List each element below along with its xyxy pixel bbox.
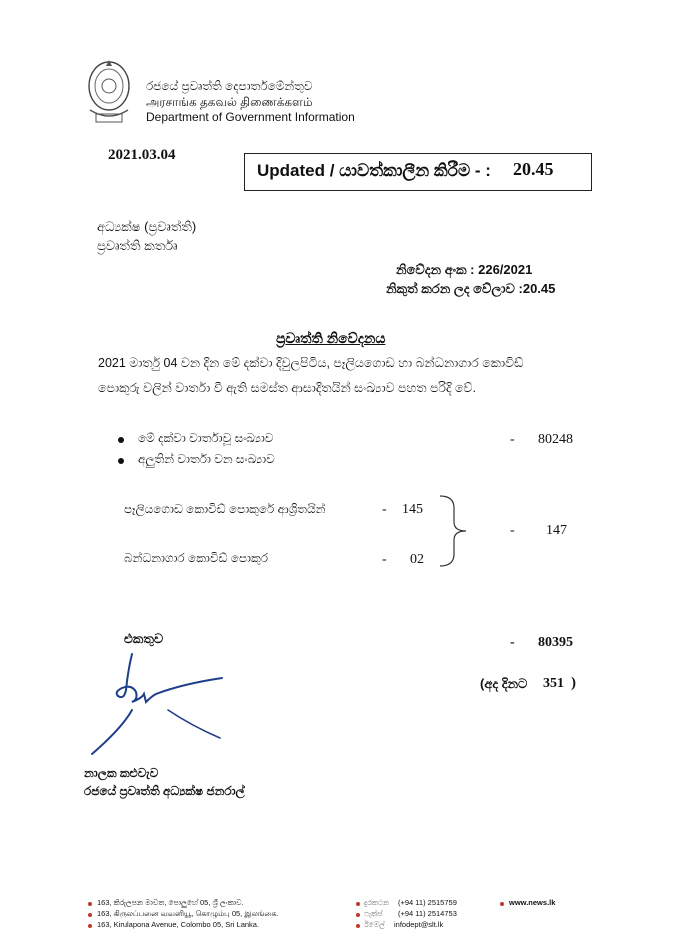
today-close: ): [571, 675, 576, 691]
new-total-value: 147: [546, 523, 567, 538]
footer-address-sinhala: 163, කිරුලපන මාවත, පොලුහේ 05, ශ්‍රී ලංකාව.: [97, 898, 244, 907]
new-total-dash: -: [510, 523, 515, 538]
intro-line-2: පොකුරු වලින් වාර්තා වී ඇති සමස්ත ආසාදිතයින් සංඛ්‍යාව පහත පරිදි වේ.: [98, 381, 476, 395]
footer-bullet-icon: [356, 902, 360, 906]
reported-value: 80248: [538, 432, 573, 447]
signature-icon: [82, 650, 232, 760]
page-title: ප්‍රවෘත්ති නිවේදනය: [276, 330, 386, 346]
intro-line-1: 2021 මාර්තු 04 වන දින මේ දක්වා දිවුලපිටිය, පෑලියගොඩ හා බන්ධනාගාර කොවිඩ්: [98, 356, 524, 370]
issue-time: නිකුත් කරන ලද වේලාව :20.45: [386, 281, 556, 296]
dept-name-english: Department of Government Information: [146, 110, 355, 124]
dept-name-tamil: அரசாங்க தகவல் திணைக்களம்: [146, 95, 313, 109]
new-label: අලුතින් වාර්තා වන සංඛ්‍යාව: [138, 452, 275, 466]
footer-website-link[interactable]: www.news.lk: [509, 898, 556, 907]
right-brace-icon: [436, 494, 472, 568]
footer-bullet-icon: [500, 902, 504, 906]
reported-dash: -: [510, 432, 515, 447]
peliyagoda-dash: -: [382, 502, 387, 517]
footer-fax-label: ෆැක්ස්: [364, 909, 383, 918]
addressee-line-2: ප්‍රවෘත්ති කර්තෘ: [97, 238, 178, 253]
document-date: 2021.03.04: [108, 147, 176, 163]
dept-name-sinhala: රජයේ ප්‍රවෘත්ති දෙපාර්තමේන්තුව: [146, 79, 313, 93]
addressee-line-1: අධ්‍යක්ෂ (ප්‍රවෘත්ති): [97, 219, 197, 234]
sri-lanka-emblem-icon: [84, 56, 134, 128]
footer-address-english: 163, Kirulapona Avenue, Colombo 05, Sri Lanka.: [97, 920, 260, 929]
release-number: නිවේදන අංක : 226/2021: [396, 262, 533, 277]
peliyagoda-label: පෑලියගොඩ කොවිඩ් පොකුරේ ආශ්‍රිතයින්: [124, 502, 326, 516]
total-dash: -: [510, 635, 515, 650]
reported-label: මේ දක්වා වාර්තාවූ සංඛ්‍යාව: [138, 431, 274, 445]
footer-phone-label: දුරකථන: [364, 898, 390, 907]
signatory-name: නාලක කළුවැව: [84, 766, 159, 780]
footer-bullet-icon: [88, 902, 92, 906]
signatory-title: රජයේ ප්‍රවෘත්ති අධ්‍යක්ෂ ජනරාල්: [84, 784, 245, 798]
updated-time: 20.45: [513, 159, 554, 179]
peliyagoda-value: 145: [402, 502, 423, 517]
today-label: (අද දිනට: [480, 676, 528, 691]
total-label: එකතුව: [124, 631, 164, 646]
bullet-icon: [118, 437, 124, 443]
prison-label: බන්ධනාගාර කොවිඩ් පොකුර: [124, 551, 268, 565]
footer-email[interactable]: infodept@slt.lk: [394, 920, 444, 929]
today-value: 351: [543, 676, 564, 691]
footer-email-label: ඊමේල්: [364, 920, 385, 929]
footer-fax: (+94 11) 2514753: [398, 909, 457, 918]
updated-label: Updated / යාවත්කාලීන කිරීම - :: [257, 161, 491, 180]
bullet-icon: [118, 458, 124, 464]
updated-box: [244, 153, 592, 191]
footer-bullet-icon: [356, 913, 360, 917]
footer-bullet-icon: [88, 913, 92, 917]
footer-phone: (+94 11) 2515759: [398, 898, 457, 907]
prison-value: 02: [410, 552, 424, 567]
prison-dash: -: [382, 552, 387, 567]
footer-address-tamil: 163, கிருலப்பனை வவனியூ, கொழும்பு 05, இலங்கை.: [97, 909, 279, 918]
total-value: 80395: [538, 635, 573, 650]
footer-bullet-icon: [88, 924, 92, 928]
footer-bullet-icon: [356, 924, 360, 928]
